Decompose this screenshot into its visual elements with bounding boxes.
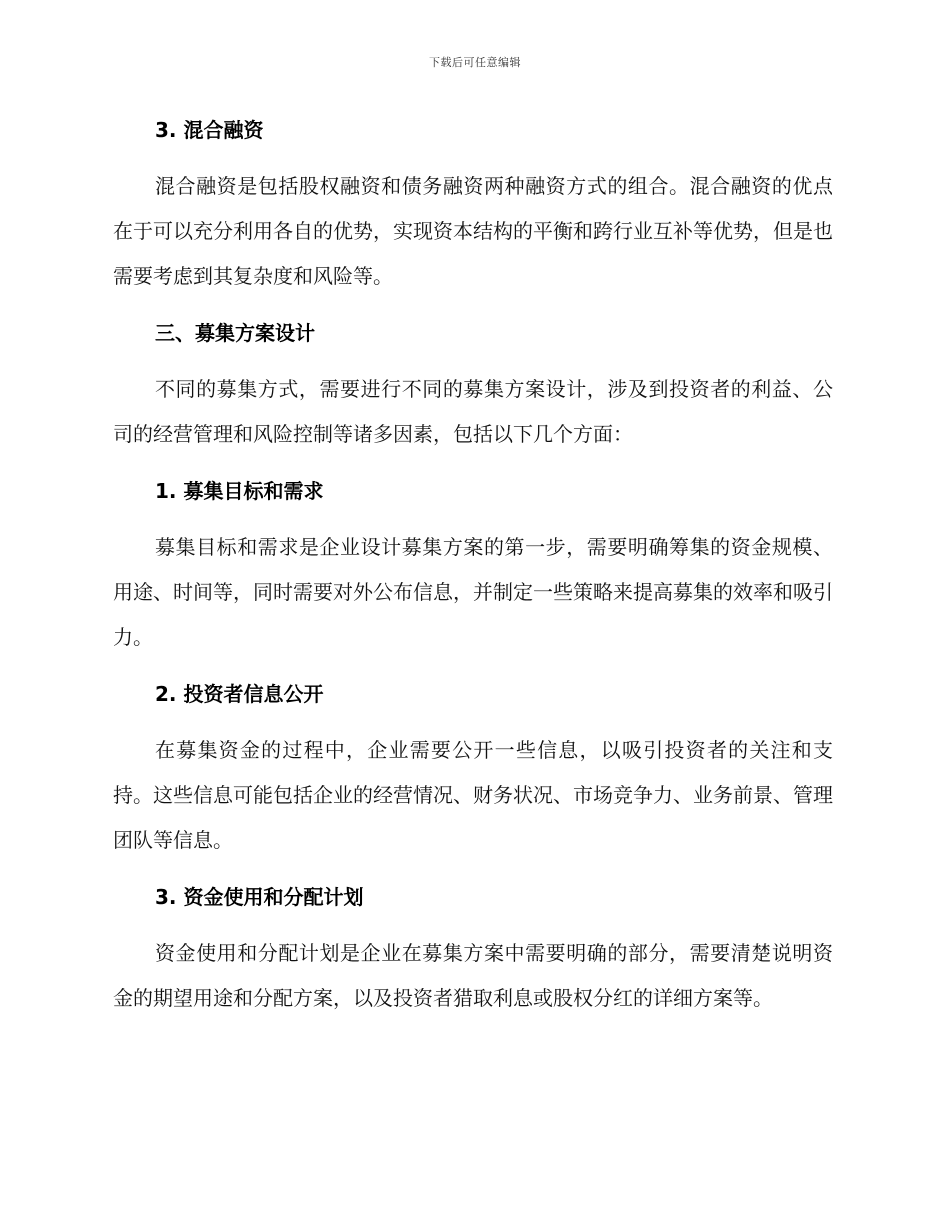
paragraph-investor-disclosure: 在募集资金的过程中，企业需要公开一些信息，以吸引投资者的关注和支持。这些信息可能包括企业的经营情况、财务状况、市场竞争力、业务前景、管理团队等信息。 [113, 738, 833, 852]
paragraph-fund-usage-plan: 资金使用和分配计划是企业在募集方案中需要明确的部分，需要清楚说明资金的期望用途和分配方案，以及投资者猎取利息或股权分红的详细方案等。 [113, 941, 833, 1010]
document-body [113, 108, 833, 1033]
section-heading-hybrid-financing: 3. 混合融资 [155, 118, 264, 142]
header-note: 下载后可任意编辑 [429, 56, 521, 69]
section-heading-fund-usage-plan: 3. 资金使用和分配计划 [155, 885, 364, 909]
section-heading-investor-disclosure: 2. 投资者信息公开 [155, 682, 324, 706]
section-heading-fundraising-plan-design: 三、募集方案设计 [155, 321, 315, 345]
section-heading-goals-and-needs: 1. 募集目标和需求 [155, 479, 324, 503]
paragraph-hybrid-financing: 混合融资是包括股权融资和债务融资两种融资方式的组合。混合融资的优点在于可以充分利用各自的优势，实现资本结构的平衡和跨行业互补等优势，但是也需要考虑到其复杂度和风险等。 [113, 174, 833, 288]
paragraph-goals-and-needs: 募集目标和需求是企业设计募集方案的第一步，需要明确筹集的资金规模、用途、时间等，同时需要对外公布信息，并制定一些策略来提高募集的效率和吸引力。 [113, 535, 833, 649]
paragraph-fundraising-plan-intro: 不同的募集方式，需要进行不同的募集方案设计，涉及到投资者的利益、公司的经营管理和风险控制等诸多因素，包括以下几个方面： [113, 377, 833, 446]
